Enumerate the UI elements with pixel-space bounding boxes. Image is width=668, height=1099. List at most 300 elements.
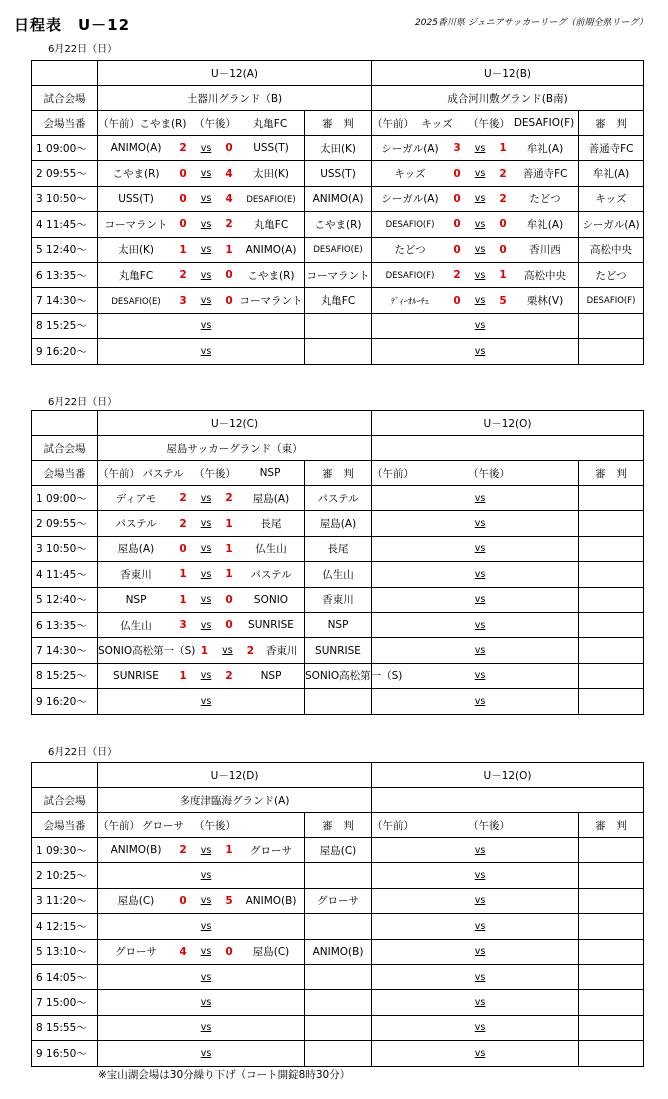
match-cell [98,186,305,211]
match-cell [372,212,579,237]
duty-am: グローサ [142,819,184,832]
away-team [238,541,304,556]
home-score: 1 [179,593,187,606]
home-team [372,242,448,257]
away-score: 2 [225,669,233,682]
home-team [98,242,174,257]
duty-label: 会場当番 [32,813,98,838]
away-team [259,643,304,658]
vs-label: vs [474,1022,486,1034]
referee-cell: 善通寺FC [579,136,644,161]
away-team-name: 香東川 [265,645,298,658]
time-slot: 8 15:25～ [32,663,98,688]
home-team-name: DESAFIO(E) [111,296,161,307]
time-slot: 5 12:40～ [32,237,98,262]
home-team-name: 屋島(C) [117,895,155,908]
time-slot: 7 15:00～ [32,990,98,1015]
home-score: 1 [179,243,187,256]
home-team [98,166,174,181]
home-team-name: こやま(R) [112,168,160,181]
match-row [32,914,644,939]
away-team-name: NSP [260,669,282,682]
home-team-name: SONIO高松第一（S) [98,645,196,658]
match-cell [98,262,305,287]
match-cell [372,186,579,211]
vs-label: vs [474,619,486,631]
referee-cell [579,612,644,637]
match-cell [372,587,579,612]
away-team [238,944,304,959]
pm-label: （午後） [468,117,511,130]
away-score: 0 [225,619,233,632]
home-team-name: パステル [115,518,157,531]
referee-cell [579,339,644,364]
match-row [32,536,644,561]
referee-cell [579,587,644,612]
match-row [32,863,644,888]
home-team [98,643,195,658]
referee-cell: 長尾 [305,536,372,561]
referee-cell [579,562,644,587]
away-team [512,242,578,257]
match-cell [98,888,305,913]
referee-cell [579,964,644,989]
duty-header [372,461,579,486]
match-row [32,587,644,612]
match-cell [98,964,305,989]
match-cell [98,212,305,237]
match-cell [372,838,579,863]
vs-label: vs [474,168,486,180]
referee-cell [579,536,644,561]
home-team-name: ディアモ [115,492,157,505]
duty-header [372,111,579,136]
match-cell [372,914,579,939]
match-row [32,663,644,688]
am-label: （午前） [372,467,415,480]
match-cell [372,1015,579,1040]
match-row [32,136,644,161]
away-team-name: 善通寺FC [522,168,568,181]
away-team [238,244,304,256]
vs-label: vs [200,870,212,882]
vs-label: vs [200,946,212,958]
away-team [238,142,304,154]
vs-label: vs [200,619,212,631]
referee-cell [579,663,644,688]
duty-am: キッズ [421,117,453,130]
match-cell [372,612,579,637]
time-slot: 3 10:50～ [32,536,98,561]
match-row [32,964,644,989]
vs-label: vs [474,269,486,281]
match-cell [98,939,305,964]
match-cell [372,863,579,888]
home-score: 0 [453,192,461,205]
vs-label: vs [200,695,212,707]
match-cell [372,511,579,536]
match-row [32,1015,644,1040]
referee-cell [579,888,644,913]
vs-label: vs [200,295,212,307]
match-cell [372,990,579,1015]
vs-label: vs [200,518,212,530]
home-team-name: シーガル(A) [381,193,439,206]
time-slot: 6 14:05～ [32,964,98,989]
vs-label: vs [200,244,212,256]
away-team [512,293,578,308]
away-score: 2 [246,644,255,657]
away-score: 1 [499,142,507,155]
match-cell [98,237,305,262]
footnote: ※宝山湖会場は30分繰り下げ（コート開錠8時30分） [98,1069,351,1081]
home-score: 0 [453,167,461,180]
home-score: 3 [453,142,461,155]
match-cell [372,288,579,313]
away-score: 1 [225,243,233,256]
division-title: U－12(B) [372,61,644,86]
match-cell [372,689,579,714]
referee-cell: こやま(R) [305,212,372,237]
time-slot: 7 14:30～ [32,638,98,663]
away-team-name: SONIO [253,593,289,606]
match-row [32,638,644,663]
page-subtitle: 2025香川県 ジュニアサッカーリーグ（前期全県リーグ） [415,18,648,28]
vs-label: vs [474,645,486,657]
home-team-name: 香東川 [120,568,152,581]
match-cell [372,486,579,511]
vs-label: vs [474,695,486,707]
home-team [98,944,174,959]
referee-cell: 丸亀FC [305,288,372,313]
am-label: （午前） [98,819,140,832]
referee-cell: 屋島(C) [305,838,372,863]
match-cell [98,1015,305,1040]
away-team-name: DESAFIO(E) [246,194,296,205]
match-cell [98,339,305,364]
referee-cell: SONIO高松第一（S) [305,663,372,688]
vs-label: vs [200,345,212,357]
referee-cell [305,863,372,888]
pm-label: （午後） [194,819,236,832]
away-team [512,268,578,283]
home-team [98,893,174,908]
away-score: 0 [225,945,233,958]
time-slot: 9 16:50～ [32,1041,98,1066]
home-team [98,491,174,506]
home-team-name: 仏生山 [120,619,152,632]
home-score: 2 [179,142,187,155]
duty-pm: DESAFIO(F) [513,117,575,129]
away-team-name: USS(T) [253,142,289,155]
division-title: U－12(C) [98,411,372,436]
duty-header [98,813,305,838]
referee-header: 審 判 [305,461,372,486]
match-row [32,288,644,313]
match-cell [372,663,579,688]
home-team-name: DESAFIO(F) [385,271,435,282]
home-team [98,193,174,205]
home-score: 0 [179,542,187,555]
home-team-name: SUNRISE [113,669,159,682]
block-date: 6月22日（日） [48,747,118,758]
block-date: 6月22日（日） [48,44,118,55]
home-score: 0 [179,167,187,180]
venue-name: 成合河川敷グランド(B南) [372,86,644,111]
time-slot: 3 11:20～ [32,888,98,913]
vs-label: vs [474,670,486,682]
match-cell [98,863,305,888]
referee-cell: 香東川 [305,587,372,612]
referee-cell: ANIMO(B) [305,939,372,964]
vs-label: vs [474,295,486,307]
vs-label: vs [474,568,486,580]
vs-label: vs [200,670,212,682]
vs-label: vs [474,320,486,332]
away-team [238,567,304,582]
vs-label: vs [222,645,233,657]
am-label: （午前） [98,467,140,480]
away-team-name: グローサ [250,844,292,857]
away-team [238,895,304,907]
home-score: 1 [179,669,187,682]
home-score: 3 [179,619,187,632]
venue-name: 土器川グランド（B) [98,86,372,111]
away-score: 2 [499,167,507,180]
home-team [98,541,174,556]
schedule-table [31,60,644,365]
away-team-name: 屋島(A) [252,492,290,505]
duty-label: 会場当番 [32,461,98,486]
vs-label: vs [200,895,212,907]
away-score: 2 [225,492,233,505]
referee-cell: DESAFIO(F) [579,288,644,313]
away-team [238,843,304,858]
vs-label: vs [200,218,212,230]
away-team-name: こやま(R) [247,269,295,282]
referee-cell [305,689,372,714]
home-team [98,295,174,307]
match-row [32,237,644,262]
home-team [98,217,174,232]
match-cell [98,1041,305,1066]
away-team-name: 長尾 [260,518,282,531]
away-team [238,670,304,682]
away-score: 1 [225,542,233,555]
home-score: 3 [179,294,187,307]
home-score: 0 [453,294,461,307]
duty-header [98,461,305,486]
referee-cell: DESAFIO(E) [305,237,372,262]
away-team [512,191,578,206]
vs-label: vs [200,997,212,1009]
referee-cell: 屋島(A) [305,511,372,536]
referee-header: 審 判 [579,461,644,486]
home-team [98,670,174,682]
time-slot: 2 09:55～ [32,161,98,186]
time-slot: 6 13:35～ [32,262,98,287]
referee-cell [579,939,644,964]
home-team [372,218,448,230]
away-team [238,166,304,181]
home-team [372,141,448,156]
vs-label: vs [474,870,486,882]
away-team-name: コーマラント [239,295,303,308]
referee-header: 審 判 [579,111,644,136]
home-team [372,269,448,281]
match-cell [372,939,579,964]
away-team-name: 高松中央 [524,269,567,282]
referee-cell: パステル [305,486,372,511]
pm-label: （午後） [468,819,511,832]
vs-label: vs [200,168,212,180]
referee-cell [305,1041,372,1066]
home-team-name: NSP [125,593,147,606]
match-row [32,212,644,237]
away-team [238,293,304,308]
vs-label: vs [474,492,486,504]
away-team [512,166,578,181]
time-slot: 1 09:00～ [32,486,98,511]
match-cell [372,313,579,338]
time-slot: 5 12:40～ [32,587,98,612]
match-cell [98,288,305,313]
home-team-name: USS(T) [118,192,154,205]
match-row [32,838,644,863]
referee-cell: コーマラント [305,262,372,287]
referee-header: 審 判 [579,813,644,838]
away-score: 2 [225,218,233,231]
pm-label: （午後） [194,467,236,480]
home-team [372,166,448,181]
division-title: U－12(O) [372,411,644,436]
time-slot: 8 15:55～ [32,1015,98,1040]
home-score: 2 [179,269,187,282]
time-slot: 4 11:45～ [32,212,98,237]
time-slot: 9 16:20～ [32,689,98,714]
am-label: （午前） [98,117,140,130]
match-row [32,262,644,287]
away-team-name: 香川西 [529,244,561,257]
vs-label: vs [474,518,486,530]
time-slot: 3 10:50～ [32,186,98,211]
time-slot: 4 12:15～ [32,914,98,939]
match-cell [98,638,305,663]
home-score: 4 [179,945,187,958]
referee-cell: グローサ [305,888,372,913]
division-title: U－12(O) [372,763,644,788]
home-score: 0 [453,218,461,231]
home-team [98,844,174,856]
duty-header [98,111,305,136]
time-slot: 2 09:55～ [32,511,98,536]
match-row [32,612,644,637]
match-cell [372,888,579,913]
referee-cell [305,990,372,1015]
away-team [238,268,304,283]
referee-cell: 牟礼(A) [579,161,644,186]
vs-label: vs [200,269,212,281]
page-title: 日程表 U－12 [14,16,131,34]
pm-label: （午後） [468,467,511,480]
division-title: U－12(D) [98,763,372,788]
duty-am: パステル [142,467,184,480]
vs-label: vs [200,1022,212,1034]
match-cell [372,562,579,587]
time-slot: 1 09:30～ [32,838,98,863]
home-score: 2 [179,844,187,857]
vs-label: vs [474,920,486,932]
home-score: 0 [179,218,187,231]
duty-pm: NSP [259,467,281,479]
vs-label: vs [200,492,212,504]
referee-cell [579,838,644,863]
home-team [98,268,174,283]
match-row [32,939,644,964]
referee-header: 審 判 [305,813,372,838]
vs-label: vs [474,543,486,555]
referee-cell: NSP [305,612,372,637]
referee-cell: USS(T) [305,161,372,186]
away-team-name: 牟礼(A) [526,218,564,231]
match-cell [98,587,305,612]
away-score: 5 [499,294,507,307]
away-team-name: 栗林(V) [526,295,564,308]
vs-label: vs [474,844,486,856]
match-cell [98,536,305,561]
vs-label: vs [200,142,212,154]
home-team [98,142,174,154]
duty-label: 会場当番 [32,111,98,136]
match-row [32,339,644,364]
away-score: 4 [225,192,233,205]
time-slot: 5 13:10～ [32,939,98,964]
match-row [32,186,644,211]
referee-cell: SUNRISE [305,638,372,663]
away-score: 0 [499,243,507,256]
referee-cell [305,339,372,364]
referee-cell [579,313,644,338]
vs-label: vs [474,218,486,230]
match-cell [372,1041,579,1066]
away-team-name: ANIMO(A) [245,243,297,256]
away-score: 0 [225,142,233,155]
referee-cell: たどつ [579,262,644,287]
home-team-name: シーガル(A) [381,142,439,155]
time-slot: 1 09:00～ [32,136,98,161]
time-slot: 8 15:25～ [32,313,98,338]
am-label: （午前） [372,117,415,130]
home-team-name: ANIMO(B) [110,844,162,857]
away-team-name: ANIMO(B) [245,894,297,907]
vs-label: vs [474,895,486,907]
vs-label: vs [200,320,212,332]
home-team-name: ﾃﾞｨｰｵﾙｰﾁｪ [390,296,430,307]
vs-label: vs [200,1047,212,1059]
match-cell [98,562,305,587]
am-label: （午前） [372,819,415,832]
home-team-name: グローサ [115,946,157,959]
venue-label: 試合会場 [32,788,98,813]
home-team [98,594,174,606]
away-team-name: SUNRISE [248,619,294,632]
time-slot: 2 10:25～ [32,863,98,888]
match-cell [98,511,305,536]
away-team [238,491,304,506]
referee-header: 審 判 [305,111,372,136]
away-team [238,217,304,232]
away-team [238,619,304,631]
